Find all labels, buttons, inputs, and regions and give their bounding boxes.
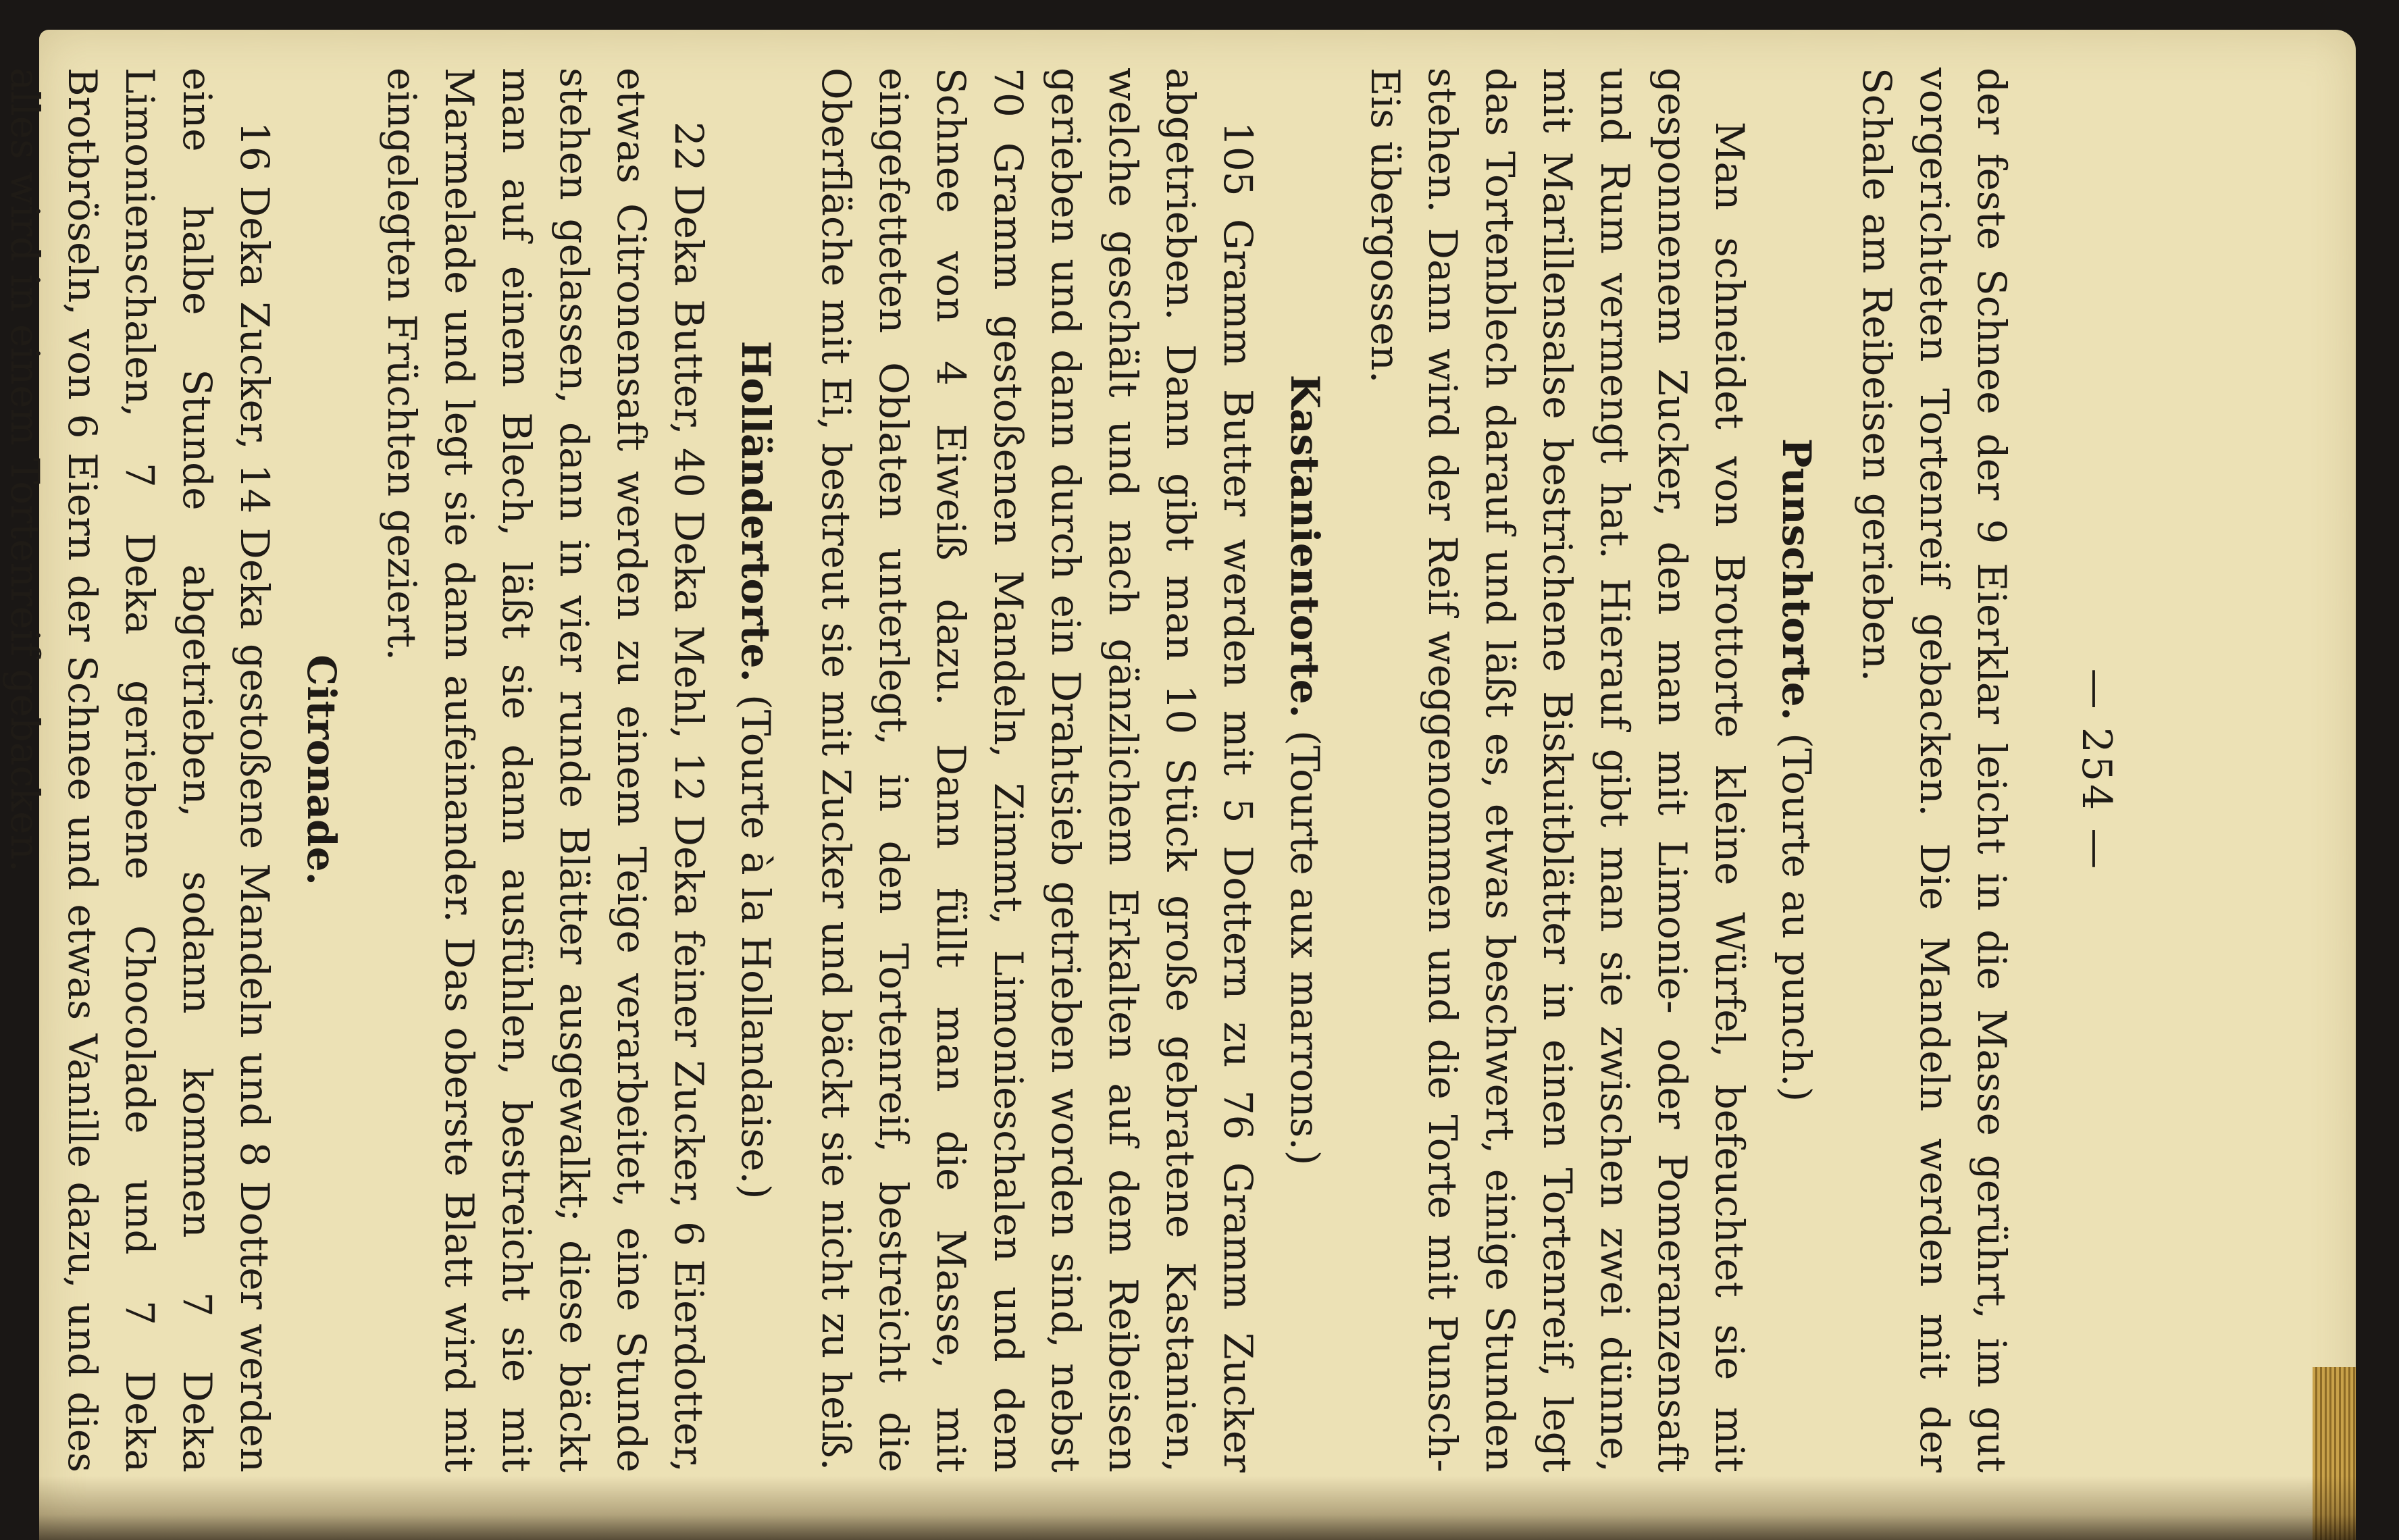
recipe-body: Man schneidet von Brottorte kleine Würfel, befeuchtet sie mit gesponnenem Zucker, den man mit Limonie- oder Pomeranzensaft und Rum vermengt hat. Hierauf gibt man sie zwischen zwei dünne, mit Marillensalse bestrichene Biskuitblätter in einen Tortenreif, legt das Tortenblech darauf und läßt es, etwas beschwert, einige Stunden stehen. Dann wird der Reif weggenommen und die Torte mit Punsch-Eis übergossen. — [1362, 68, 1753, 1472]
recipe-heading — [1768, 68, 1825, 1472]
recipe-body: 105 Gramm Butter werden mit 5 Dottern zu 76 Gramm Zucker abgetrieben. Dann gibt man 10 Stück große gebratene Kastanien, welche geschält und nach gänzlichem Erkalten auf dem Reibeisen gerieben und dann durch ein Drahtsieb getrieben worden sind, nebst 70 Gramm gestoßenen Mandeln, Zimmt, Limonieschalen und dem Schnee von 4 Eiweiß dazu. Dann füllt man die Masse, mit eingefetteten Oblaten unterlegt, in den Tortenreif, bestreicht die Oberfläche mit Ei, bestreut sie mit Zucker und bäckt sie nicht zu heiß. — [813, 68, 1261, 1472]
recipe-kastanientorte — [807, 68, 1333, 1472]
recipe-title: Citronade. — [299, 654, 344, 886]
page-number: — 254 — — [2073, 668, 2120, 872]
recipe-hollaendertorte — [373, 68, 784, 1472]
recipe-punschtorte — [1356, 68, 1825, 1472]
recipe-subtitle: (Tourte à la Hollandaise.) — [733, 694, 779, 1200]
recipe-heading — [727, 68, 784, 1472]
recipe-citronade — [0, 68, 350, 1472]
recipe-heading — [1276, 68, 1333, 1472]
book-gutter-shadow — [39, 1476, 2356, 1540]
recipe-title: Punschtorte. — [1774, 438, 1820, 721]
recipe-title: Holländertorte. — [733, 340, 779, 682]
opening-paragraph: der feste Schnee der 9 Eierklar leicht in die Masse gerührt, im gut vorgerichteten Tortenreif gebacken. Die Mandeln werden mit der Schale am Reibeisen gerieben. — [1854, 68, 2015, 1472]
recipe-subtitle: (Tourte au punch.) — [1774, 733, 1820, 1102]
recipe-body: 22 Deka Butter, 40 Deka Mehl, 12 Deka feiner Zucker, 6 Eierdotter, etwas Citronensaft werden zu einem Teige verarbeitet, eine Stunde stehen gelassen, dann in vier runde Blätter ausgewalkt; diese bäckt man auf einem Blech, läßt sie dann ausfühlen, bestreicht sie mit Marmelade und legt sie dann aufeinander. Das oberste Blatt wird mit eingelegten Früchten geziert. — [379, 68, 712, 1472]
recipe-heading — [292, 68, 350, 1472]
recipe-subtitle: (Tourte aux marrons.) — [1282, 730, 1328, 1166]
page-text-rotated — [2, 68, 2125, 1472]
recipe-body: 16 Deka Zucker, 14 Deka gestoßene Mandeln und 8 Dotter werden eine halbe Stunde abgetrieben, sodann kommen 7 Deka Limonienschalen, 7 Deka geriebene Chocolade und 7 Deka Brotbröseln, von 6 Eiern der Schnee und etwas Vanille dazu, und dies alles wird in einem Tortenreif gebacken. — [2, 68, 278, 1472]
recipe-title: Kastanientorte. — [1282, 374, 1328, 718]
